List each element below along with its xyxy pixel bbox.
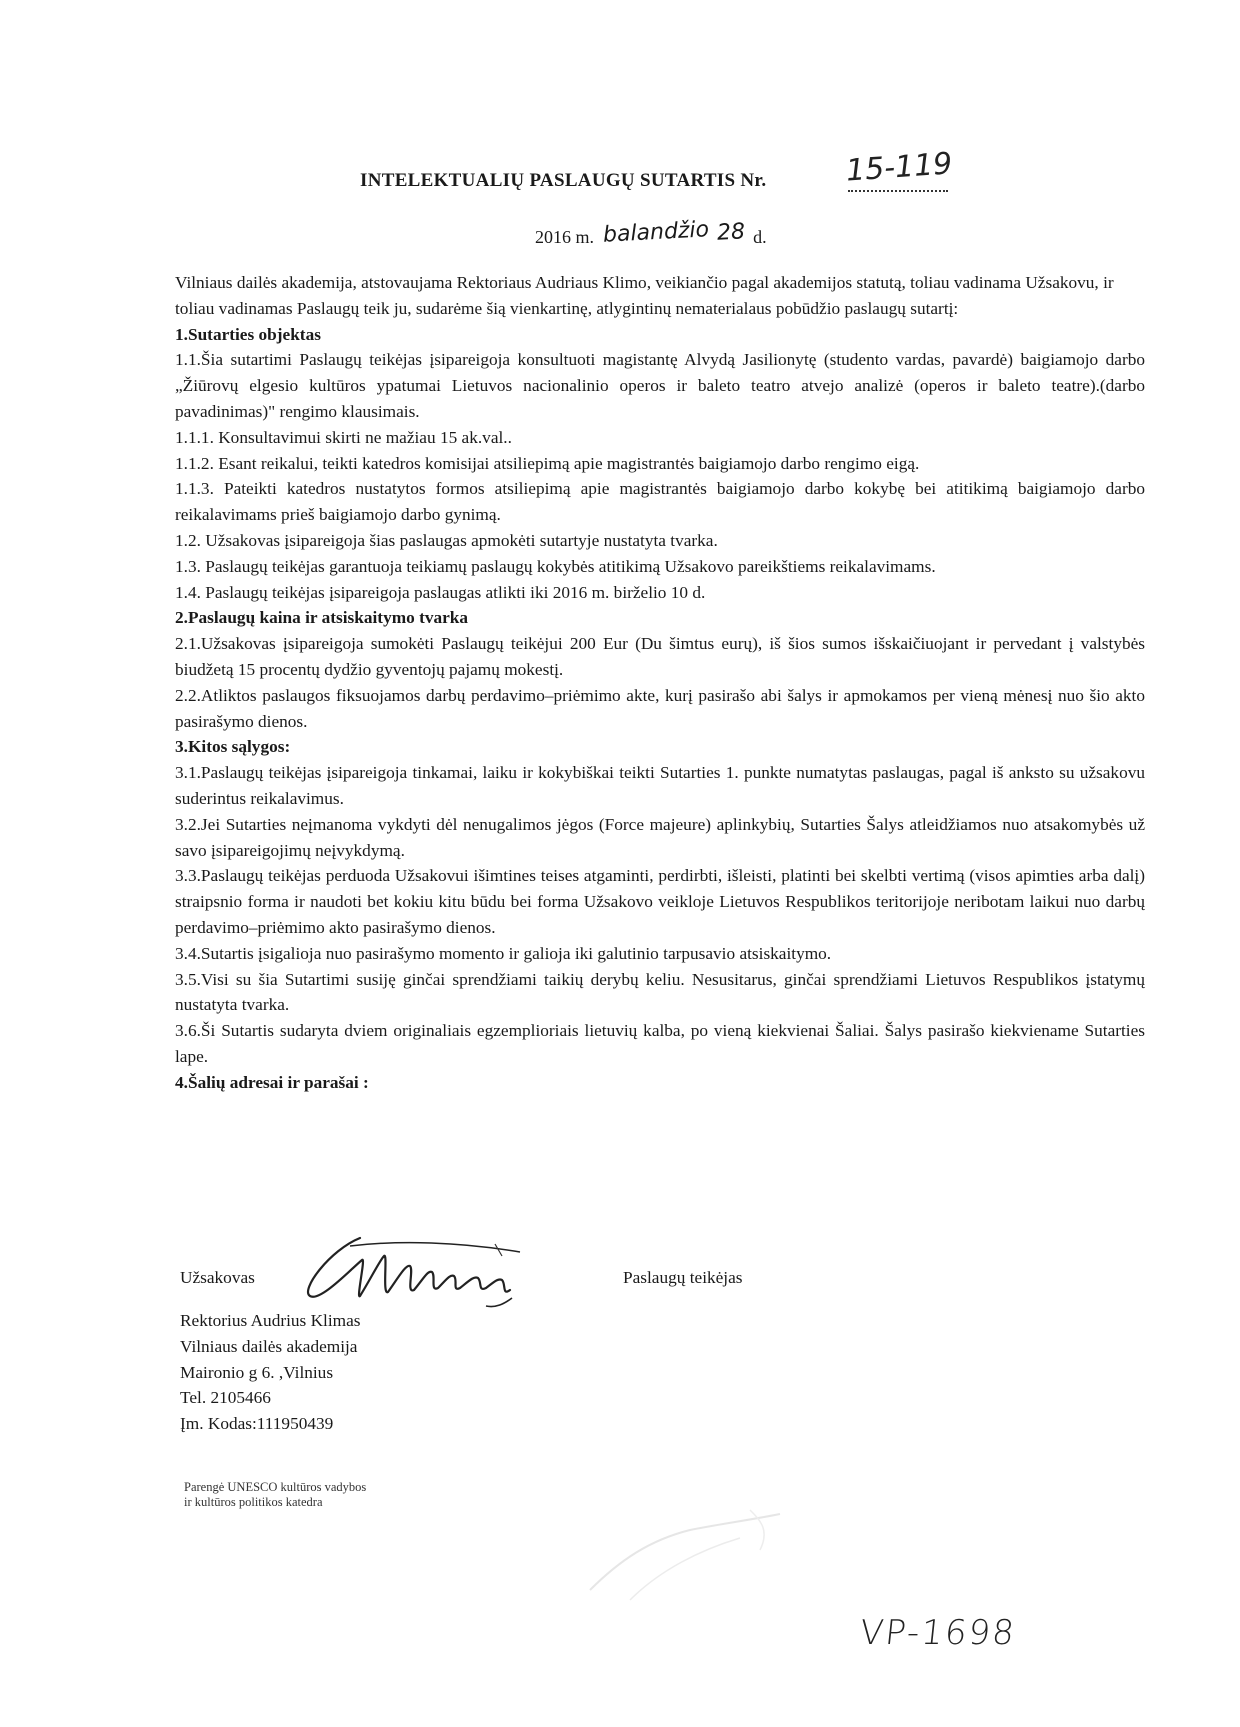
contract-date	[535, 217, 767, 249]
date-day-handwritten: 28	[715, 219, 746, 246]
clause-paragraph: 2.2.Atliktos paslaugos fiksuojamos darbų perdavimo–priėmimo akte, kurį pasirašo abi šalys ir apmokamos per vieną mėnesį nuo šio akto pasirašymo dienos.	[175, 685, 1145, 731]
clause-paragraph: 1.4. Paslaugų teikėjas įsipareigoja paslaugas atlikti iki 2016 m. birželio 10 d.	[175, 582, 706, 602]
date-year: 2016 m.	[535, 227, 595, 247]
client-detail-line: Vilniaus dailės akademija	[180, 1336, 358, 1356]
clause-paragraph: 3.5.Visi su šia Sutartimi susiję ginčai sprendžiami taikių derybų keliu. Nesusitarus, ginčai sprendžiami Lietuvos Respublikos įstatymų nustatyta tvarka.	[175, 969, 1145, 1015]
footnote-line-2: ir kultūros politikos katedra	[184, 1495, 323, 1509]
clause-paragraph: 1.3. Paslaugų teikėjas garantuoja teikiamų paslaugų kokybės atitikimą Užsakovo pareikštiems reikalavimams.	[175, 556, 936, 576]
client-detail-line: Įm. Kodas:111950439	[180, 1414, 334, 1434]
client-label: Užsakovas	[180, 1268, 255, 1287]
section-heading: 4.Šalių adresai ir parašai :	[175, 1072, 369, 1092]
contract-number-dotted-line	[848, 190, 948, 192]
clause-paragraph: 1.1.2. Esant reikalui, teikti katedros komisijai atsiliepimą apie magistrantės baigiamojo darbo rengimo eigą.	[175, 453, 920, 473]
date-suffix: d.	[753, 227, 767, 247]
clause-paragraph: 3.1.Paslaugų teikėjas įsipareigoja tinkamai, laiku ir kokybiškai teikti Sutarties 1. punkte numatytas paslaugas, pagal iš anksto su užsakovu suderintus reikalavimus.	[175, 763, 1145, 808]
clause-paragraph: 3.6.Ši Sutartis sudaryta dviem originaliais egzemplioriais lietuvių kalba, po vieną kiekvienai Šaliai. Šalys pasirašo kiekviename Sutarties lape.	[175, 1021, 1145, 1066]
clause-paragraph: 1.1.Šia sutartimi Paslaugų teikėjas įsipareigoja konsultuoti magistantę Alvydą Jasilionytę (studento vardas, pavardė) baigiamojo darbo „Žiūrovų elgesio kultūros ypatumai Lietuvos nacionalinio operos ir baleto teatro atvejo analizė (operos ir baleto teatre).(darbo pavadinimas)" rengimo klausimais.	[175, 350, 1145, 421]
section-heading: 2.Paslaugų kaina ir atsiskaitymo tvarka	[175, 608, 469, 628]
client-details	[180, 1308, 361, 1437]
client-signature-graphic	[290, 1230, 530, 1310]
client-detail-line: Tel. 2105466	[180, 1388, 271, 1408]
faint-signature-mark	[560, 1490, 820, 1610]
section-heading: 3.Kitos sąlygos:	[175, 737, 291, 757]
clause-paragraph: 3.4.Sutartis įsigalioja nuo pasirašymo momento ir galioja iki galutinio tarpusavio atsiskaitymo.	[175, 943, 832, 963]
clause-paragraph: 3.3.Paslaugų teikėjas perduoda Užsakovui išimtines teises atgaminti, perdirbti, išleisti, platinti bei skelbti vertimą (visos apimties arba dalį) straipsnio forma ir naudoti bet kokiu kitu būdu bei forma Užsakovo veikloje Lietuvos Respublikos teritorijoje neribotam laikui nuo darbų perdavimo–priėmimo akto pasirašymo dienos.	[175, 866, 1145, 937]
contract-title: INTELEKTUALIŲ PASLAUGŲ SUTARTIS Nr.	[360, 170, 767, 191]
provider-label: Paslaugų teikėjas	[623, 1268, 743, 1287]
registration-number-handwritten: VP-1698	[857, 1613, 1018, 1653]
contract-number-handwritten: 15-119	[844, 146, 954, 189]
prepared-by-note	[184, 1480, 366, 1510]
clause-paragraph: 1.2. Užsakovas įsipareigoja šias paslaugas apmokėti sutartyje nustatyta tvarka.	[175, 530, 718, 550]
clause-paragraph: Vilniaus dailės akademija, atstovaujama Rektoriaus Audriaus Klimo, veikiančio pagal akademijos statutą, toliau vadinama Užsakovu, ir	[175, 273, 1114, 292]
clause-paragraph: 1.1.1. Konsultavimui skirti ne mažiau 15 ak.val..	[175, 427, 512, 447]
client-detail-line: Rektorius Audrius Klimas	[180, 1311, 361, 1330]
clause-paragraph: 3.2.Jei Sutarties neįmanoma vykdyti dėl nenugalimos jėgos (Force majeure) aplinkybių, Sutarties Šalys atleidžiamos nuo atsakomybės už savo įsipareigojimų neįvykdymą.	[175, 814, 1145, 860]
client-detail-line: Maironio g 6. ,Vilnius	[180, 1362, 334, 1382]
section-heading: 1.Sutarties objektas	[175, 324, 321, 344]
date-month-handwritten: balandžio	[601, 217, 710, 248]
contract-body	[175, 270, 1145, 1096]
clause-paragraph: 1.1.3. Pateikti katedros nustatytos formos atsiliepimą apie magistrantės baigiamojo darbo kokybę bei atitikimą baigiamojo darbo reikalavimams prieš baigiamojo darbo gynimą.	[175, 479, 1145, 525]
clause-paragraph: 2.1.Užsakovas įsipareigoja sumokėti Paslaugų teikėjui 200 Eur (Du šimtus eurų), iš šios sumos išskaičiuojant ir pervedant į valstybės biudžetą 15 procentų dydžio gyventojų pajamų mokestį.	[175, 634, 1145, 679]
footnote-line-1: Parengė UNESCO kultūros vadybos	[184, 1480, 367, 1494]
clause-paragraph: toliau vadinamas Paslaugų teik ju, sudarėme šią vienkartinę, atlygintinų nematerialaus pobūdžio paslaugų sutartį:	[175, 298, 959, 318]
signatures-section	[175, 1230, 1145, 1450]
